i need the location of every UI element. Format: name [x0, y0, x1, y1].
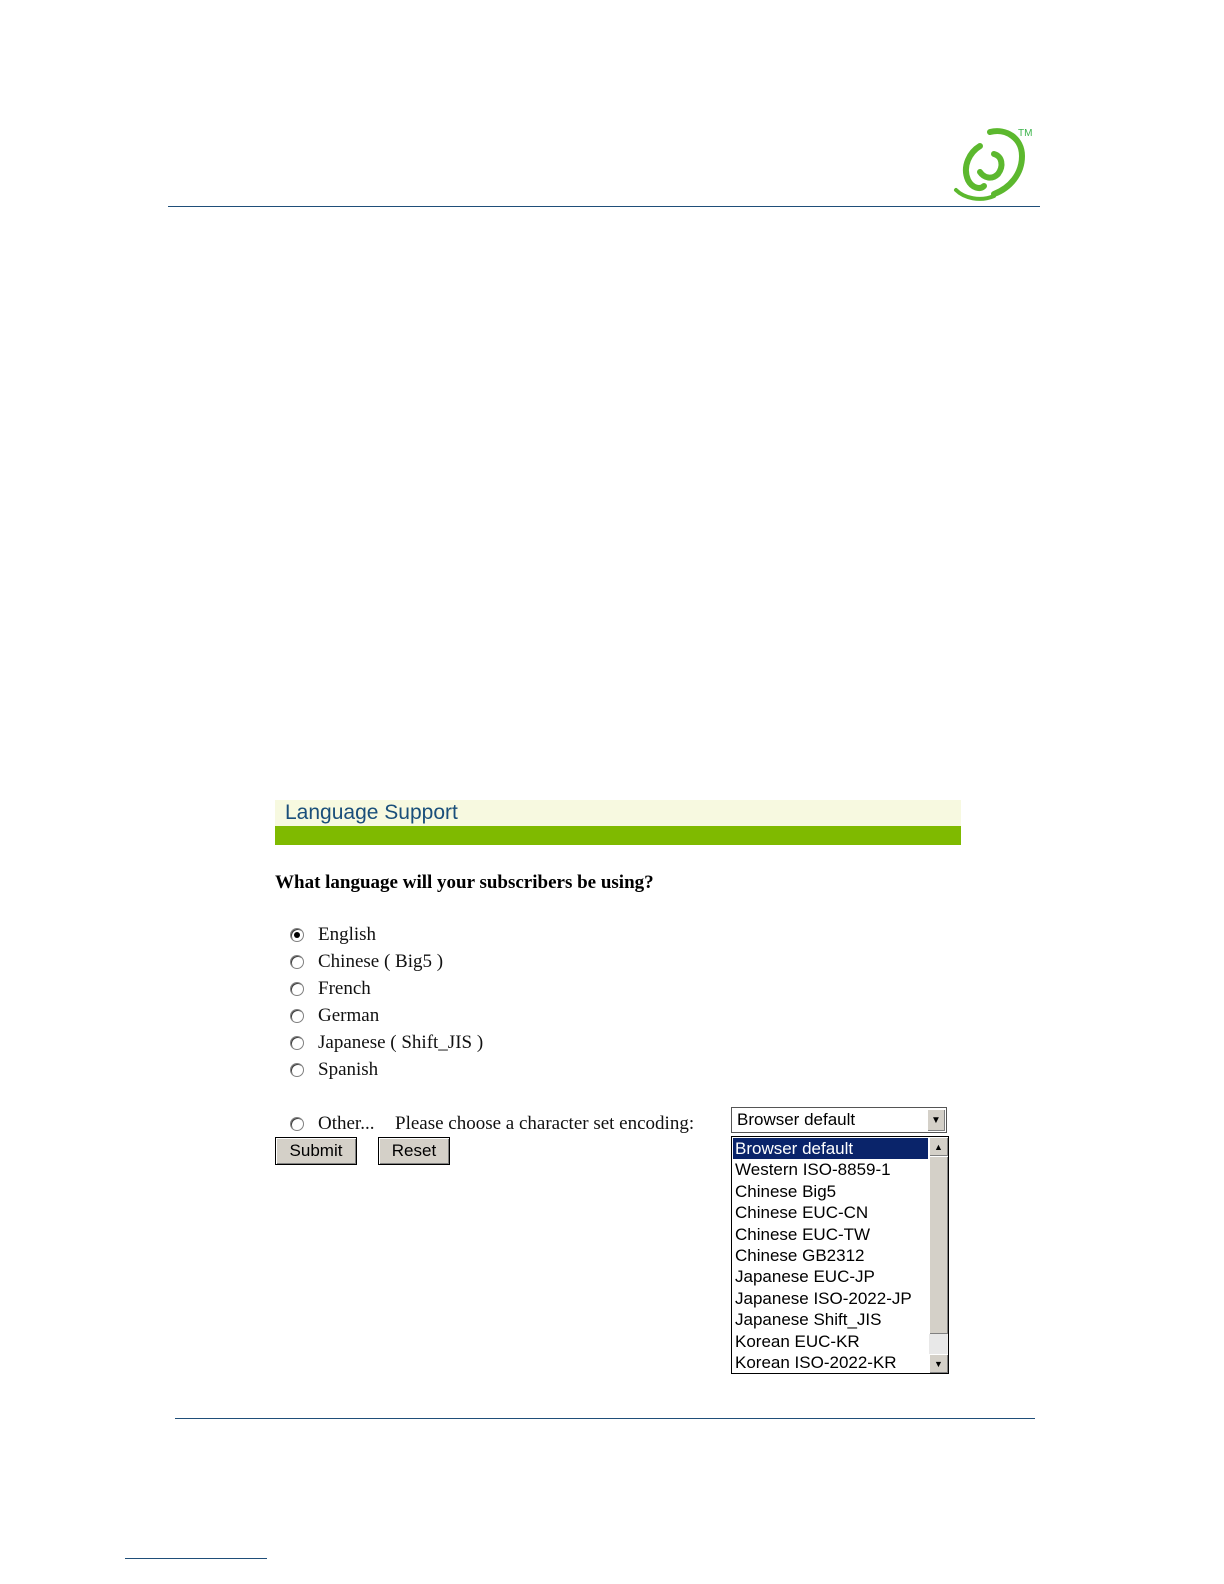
encoding-option[interactable]: Chinese Big5 — [735, 1181, 837, 1201]
encoding-option[interactable]: Chinese EUC-TW — [735, 1224, 871, 1244]
radio-option-english[interactable] — [290, 923, 376, 947]
encoding-select-value: Browser default — [737, 1110, 856, 1129]
scroll-down-icon[interactable]: ▼ — [929, 1354, 948, 1373]
submit-button[interactable]: Submit — [275, 1137, 357, 1165]
trademark-label: TM — [1018, 128, 1033, 139]
section-title: Language Support — [285, 801, 458, 824]
radio-button[interactable] — [290, 1036, 304, 1050]
chevron-down-icon[interactable]: ▼ — [927, 1109, 945, 1131]
radio-label: French — [318, 978, 371, 999]
radio-button[interactable] — [290, 1009, 304, 1023]
encoding-option[interactable]: Chinese GB2312 — [735, 1245, 865, 1265]
radio-button[interactable] — [290, 955, 304, 969]
radio-label: Other... — [318, 1113, 375, 1134]
header-rule — [168, 206, 1040, 207]
encoding-option[interactable]: Japanese ISO-2022-JP — [735, 1288, 912, 1308]
encoding-option[interactable]: Chinese EUC-CN — [735, 1203, 869, 1223]
encoding-dropdown-list[interactable] — [731, 1136, 949, 1374]
scroll-up-icon[interactable]: ▲ — [929, 1137, 948, 1156]
dropdown-scrollbar[interactable] — [929, 1137, 948, 1373]
encoding-option[interactable]: Western ISO-8859-1 — [735, 1160, 891, 1180]
radio-label: Spanish — [318, 1059, 379, 1080]
radio-label: Japanese ( Shift_JIS ) — [318, 1032, 484, 1053]
scroll-thumb[interactable] — [929, 1156, 948, 1334]
radio-button[interactable] — [290, 1117, 304, 1131]
radio-option-chinese-big5[interactable] — [290, 950, 443, 974]
radio-option-spanish[interactable] — [290, 1058, 378, 1082]
encoding-option[interactable]: Japanese Shift_JIS — [735, 1310, 882, 1330]
encoding-option[interactable]: Korean EUC-KR — [735, 1331, 860, 1351]
radio-option-german[interactable] — [290, 1004, 379, 1028]
radio-button[interactable] — [290, 1063, 304, 1077]
reset-button[interactable]: Reset — [378, 1137, 450, 1165]
encoding-select[interactable] — [731, 1107, 947, 1133]
radio-button[interactable] — [290, 982, 304, 996]
radio-label: English — [318, 924, 377, 945]
encoding-option[interactable]: Korean ISO-2022-KR — [735, 1352, 897, 1372]
radio-option-japanese-shift-jis[interactable] — [290, 1031, 483, 1055]
radio-label: Chinese ( Big5 ) — [318, 951, 444, 972]
footnote-rule — [125, 1558, 267, 1559]
radio-button[interactable] — [290, 928, 304, 942]
radio-option-other[interactable] — [290, 1112, 374, 1136]
encoding-prompt: Please choose a character set encoding: — [395, 1113, 695, 1134]
radio-option-french[interactable] — [290, 977, 371, 1001]
footer-rule — [175, 1418, 1035, 1419]
section-bar — [275, 826, 961, 845]
encoding-option[interactable]: Japanese EUC-JP — [735, 1267, 875, 1287]
encoding-option[interactable]: Browser default — [733, 1138, 928, 1159]
radio-label: German — [318, 1005, 380, 1026]
language-question: What language will your subscribers be using? — [275, 872, 654, 893]
